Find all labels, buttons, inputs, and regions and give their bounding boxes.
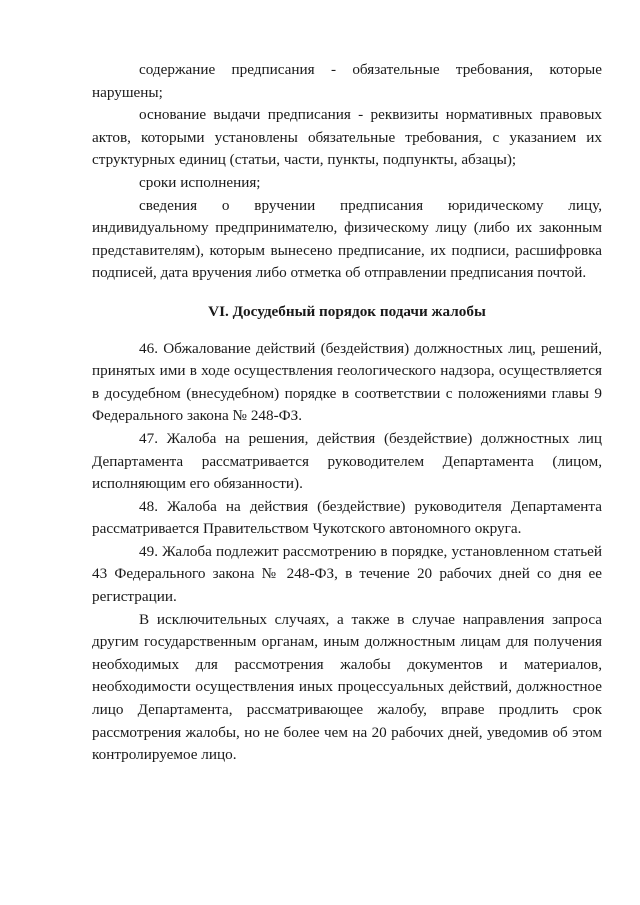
paragraph-47: [92, 428, 602, 496]
text-line: подписей, дата вручения либо отметка об отправлении предписания почтой.: [92, 264, 587, 282]
paragraph-46: [92, 338, 602, 428]
text-line: сроки исполнения;: [139, 173, 261, 191]
text-line: другим государственным органам, иным должностным лицам для получения: [92, 633, 602, 651]
text-line: рассматривается Правительством Чукотского автономного округа.: [92, 520, 522, 538]
text-line: структурных единиц (статьи, части, пункты, подпункты, абзацы);: [92, 151, 517, 169]
text-line: Департамента рассматривается руководителем Департамента (лицом,: [92, 452, 602, 470]
text-line: 48. Жалоба на действия (бездействие) руководителя Департамента: [139, 497, 602, 515]
text-line: принятых ими в ходе осуществления геологического надзора, осуществляется: [92, 362, 602, 380]
paragraph-49: [92, 541, 602, 609]
section-heading: VI. Досудебный порядок подачи жалобы: [208, 302, 486, 320]
text-line: актов, которыми установлены обязательные требования, с указанием их: [92, 128, 602, 146]
paragraph-prescription-basis: [92, 104, 602, 172]
text-line: 43 Федерального закона № 248-ФЗ, в течение 20 рабочих дней со дня ее: [92, 565, 602, 583]
text-line: содержание предписания - обязательные требования, которые: [139, 61, 602, 78]
text-line: 49. Жалоба подлежит рассмотрению в порядке, установленном статьей: [139, 542, 602, 560]
text-line: основание выдачи предписания - реквизиты нормативных правовых: [139, 106, 602, 124]
paragraph-deadlines: [92, 172, 602, 195]
text-line: необходимых для рассмотрения жалобы документов и материалов,: [92, 655, 602, 673]
paragraph-delivery-info: [92, 195, 602, 285]
text-line: регистрации.: [92, 588, 177, 606]
document-page: [92, 59, 602, 767]
paragraph-48: [92, 496, 602, 541]
text-line: в досудебном (внесудебном) порядке в соответствии с положениями главы 9: [92, 384, 602, 402]
text-line: нарушены;: [92, 83, 163, 101]
text-line: В исключительных случаях, а также в случае направления запроса: [139, 610, 602, 628]
text-line: 47. Жалоба на решения, действия (бездействие) должностных лиц: [139, 429, 602, 447]
text-line: индивидуальному предпринимателю, физическому лицу (либо их законным: [92, 219, 602, 237]
text-line: контролируемое лицо.: [92, 746, 237, 764]
text-line: лицо Департамента, рассматривающее жалобу, вправе продлить срок: [92, 701, 602, 719]
text-line: рассмотрения жалобы, но не более чем на 20 рабочих дней, уведомив об этом: [92, 723, 602, 741]
text-line: 46. Обжалование действий (бездействия) должностных лиц, решений,: [139, 339, 602, 357]
text-line: представителям), которым вынесено предписание, их подписи, расшифровка: [92, 241, 602, 259]
text-line: Федерального закона № 248-ФЗ.: [92, 407, 303, 425]
paragraph-prescription-content: [92, 59, 602, 104]
text-line: сведения о вручении предписания юридическому лицу,: [139, 196, 602, 214]
paragraph-exceptional-cases: [92, 609, 602, 767]
text-line: необходимости осуществления иных процессуальных действий, должностное: [92, 678, 602, 696]
text-line: исполняющим его обязанности).: [92, 475, 303, 493]
